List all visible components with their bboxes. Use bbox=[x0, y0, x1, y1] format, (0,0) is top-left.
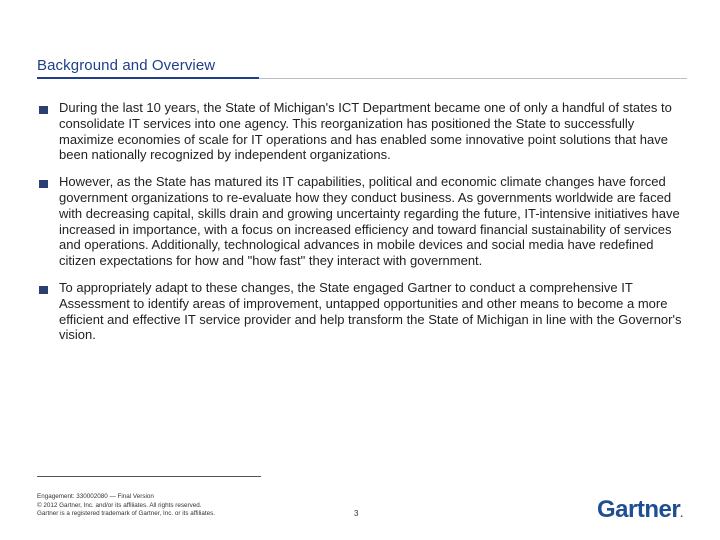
page-number: 3 bbox=[354, 509, 359, 518]
footer-trademark: Gartner is a registered trademark of Gartner, Inc. or its affiliates. bbox=[37, 510, 216, 517]
logo-text: Gartner bbox=[597, 496, 681, 523]
title-divider bbox=[259, 78, 687, 79]
square-bullet-icon bbox=[39, 286, 48, 294]
bullet-list bbox=[37, 100, 687, 354]
bullet-item bbox=[37, 174, 687, 269]
bullet-text: During the last 10 years, the State of Michigan's ICT Department became one of only a handful of states to consolidate IT services into one agency. This reorganization has positioned the State to successfully maximize economies of scale for IT operations and has enabled some innovative point solutions that have been nationally recognized by independent organizations. bbox=[59, 100, 672, 163]
square-bullet-icon bbox=[39, 180, 48, 188]
footer-divider bbox=[37, 476, 261, 477]
bullet-text: However, as the State has matured its IT capabilities, political and economic climate changes have forced government organizations to re-evaluate how they conduct business. As governments worldwide are faced with decreasing capital, skills drain and growing uncertainty regarding the future, IT-intensive initiatives have increased in importance, with a focus on increased efficiency and toward financial sustainability of services and operations. Additionally, technological advances in mobile devices and social media have redefined citizen expectations for how and "how fast" they interact with government. bbox=[59, 174, 680, 269]
logo-mark: . bbox=[680, 509, 683, 520]
footer-legal bbox=[37, 493, 215, 519]
bullet-item bbox=[37, 100, 687, 163]
slide-title: Background and Overview bbox=[37, 57, 216, 74]
bullet-text: To appropriately adapt to these changes, the State engaged Gartner to conduct a comprehensive IT Assessment to identify areas of improvement, untapped opportunities and other means to become a more efficient and effective IT service provider and help transform the State of Michigan in line with the Governor's vision. bbox=[59, 279, 682, 343]
title-underline bbox=[37, 77, 259, 79]
footer-copyright: © 2012 Gartner, Inc. and/or its affiliates. All rights reserved. bbox=[37, 501, 202, 509]
square-bullet-icon bbox=[39, 106, 48, 114]
bullet-item bbox=[37, 280, 687, 343]
gartner-logo bbox=[597, 496, 682, 529]
footer-engagement: Engagement: 330002080 — Final Version bbox=[37, 493, 154, 500]
